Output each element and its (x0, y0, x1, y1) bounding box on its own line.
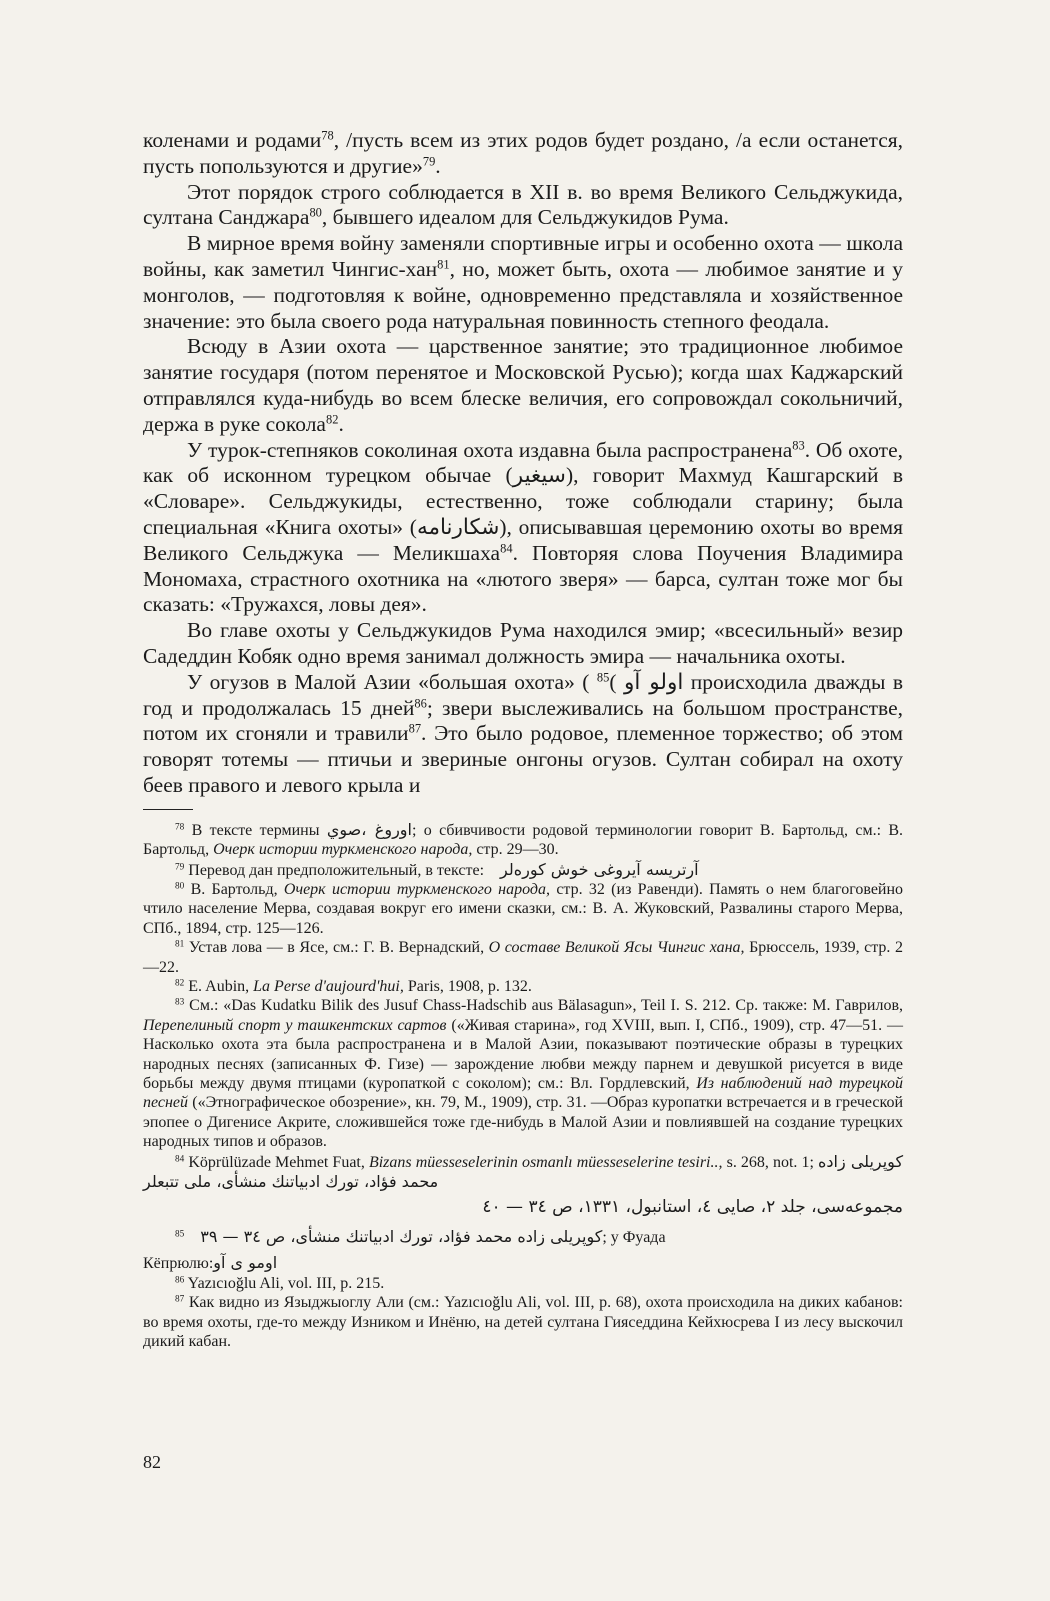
text: Köprülüzade Mehmet Fuat, (188, 1153, 365, 1171)
footnote-ref: 83 (792, 437, 805, 452)
footnote-ref: 85 (596, 670, 610, 685)
text: У турок-степняков соколиная охота издавна была распространена (187, 437, 793, 462)
text: У огузов в Малой Азии «большая охота» ( (187, 669, 590, 694)
arabic-term: اولو آو (624, 669, 684, 695)
text: . (338, 411, 344, 436)
footnote-83 (143, 996, 903, 1151)
arabic-term: شكارنامه (416, 514, 500, 540)
arabic-citation: مجموعەسى، جلد ٢، صايى ٤، استانبول، ١٣٣١، ص ٣٤ — ٤٠ (482, 1197, 903, 1218)
text: s. 268, not. 1; (726, 1153, 814, 1171)
text: . Об охоте, как об исконном турецком обычае ( (143, 437, 903, 488)
page (143, 128, 903, 1351)
text: , но, может быть, охота — любимое занятие и у монголов, — подготовляя к войне, одновременно представляла и хозяйственное значение: это была своего рода натуральная повинность степного феодала. (143, 256, 903, 333)
text: . (435, 153, 441, 178)
main-text (143, 128, 903, 799)
text: В. Бартольд, (190, 880, 278, 898)
footnote-number: 80 (175, 881, 185, 892)
footnote-82 (143, 977, 903, 996)
footnote-81 (143, 938, 903, 977)
paragraph-5 (143, 438, 903, 619)
arabic-citation: كوپريلى زاده محمد فؤاد، تورك ادبياتنك منشأى، ص ٣٤ — ٣٩ (200, 1227, 603, 1247)
arabic-term: آرتريسه آيروغى خوش كورەلر (500, 859, 699, 879)
text: E. Aubin, (188, 977, 250, 995)
text: См.: «Das Kudatku Bilik des Jusuf Chass-Hadschib aus Bälasagun», Teil I. S. 212. Ср. также: М. Гаврилов, (189, 997, 903, 1015)
footnote-85-cont (143, 1253, 903, 1273)
paragraph-2 (143, 180, 903, 232)
text: ; у Фуада (602, 1229, 666, 1247)
text: , /пусть всем из этих родов будет роздано, /а если останется, пусть попользуются и другие» (143, 128, 904, 178)
footnote-divider (143, 809, 193, 810)
text: Yazıcıoğlu Ali, vol. III, p. 215. (187, 1274, 385, 1292)
footnote-number: 85 (175, 1229, 185, 1240)
text: Кёпрюлю: (143, 1255, 214, 1273)
paragraph-3 (143, 231, 903, 334)
footnote-ref: 80 (309, 205, 322, 220)
arabic-citation: كوپريلى زاده محمد فؤاد، تورك ادبياتنك منشأى، ملى تتبعلر (143, 1151, 904, 1192)
text: стр. 29—30. (476, 841, 559, 859)
footnote-ref: 87 (408, 721, 422, 736)
footnote-ref: 82 (325, 412, 339, 427)
text: Устав лова — в Ясе, см.: Г. В. Вернадский, (188, 939, 485, 957)
footnote-ref: 78 (321, 128, 334, 143)
text: В тексте термины (191, 821, 320, 839)
footnote-ref: 79 (422, 154, 436, 169)
book-title: Из наблюдений над турецкой песней (143, 1075, 903, 1112)
footnote-78 (143, 820, 903, 860)
paragraph-4 (143, 334, 903, 437)
footnote-number: 81 (175, 939, 185, 950)
book-title: О составе Великой Ясы Чингис хана, (488, 939, 745, 957)
footnote-79 (143, 860, 903, 880)
footnote-number: 83 (175, 997, 185, 1008)
text: Paris, 1908, p. 132. (407, 977, 532, 995)
text: , бывшего идеалом для Сельджукидов Рума. (321, 205, 729, 230)
text: Во главе охоты у Сельджукидов Рума находился эмир; «всесильный» везир Садеддин Кобяк одно время занимал должность эмира — начальника охоты. (143, 618, 903, 668)
footnote-80 (143, 880, 903, 938)
footnote-ref: 86 (414, 695, 427, 710)
footnote-number: 82 (175, 978, 185, 989)
arabic-term: اومو ى آو (213, 1253, 278, 1273)
text: Всюду в Азии охота — царственное занятие; это традиционное любимое занятие государя (потом перенятое и Московской Русью); когда шах Каджарский отправлялся куда-нибудь во всем блеске величия, его сопровождал сокольничий, держа в руке сокола (143, 334, 903, 436)
footnote-number: 84 (175, 1153, 185, 1164)
text: ; о сбивчивости родовой терминологии говорит В. Бартольд, см.: В. Бартольд, (143, 821, 904, 859)
text: ) (609, 669, 617, 694)
text: («Живая старина», год XVIII, вып. I, СПб., 1909), стр. 47—51. — Насколько охота эта была распространена и в Малой Азии, показывают поэтические образы в турецких народных песнях (записанных Ф. Гизе) — зарождение любви между парнем и девушкой рисуется в виде борьбы между двумя птицами (куропаткой с соколом); см.: Вл. Гордлевский, (143, 1016, 904, 1092)
footnote-ref: 84 (500, 541, 513, 556)
footnote-86 (143, 1274, 903, 1293)
text: Как видно из Языджыоглу Али (см.: Yazıcıoğlu Ali, vol. III, p. 68), охота происходила на диких кабанов: во время охоты, где-то между Изником и Инёню, на детей султана Гияседдина Кейхюсрева I из лесу выскочил дикий кабан. (143, 1294, 904, 1351)
text: ), говорит Махмуд Кашгарский в «Словаре». Сельджукиды, естественно, тоже соблюдали старину; была специальная «Книга охоты» ( (143, 463, 903, 539)
book-title: Bizans müesseselerinin osmanlı müesseselerine tesiri.., (368, 1153, 723, 1171)
text: . Это было родовое, племенное торжество; об этом говорят тотемы — птичьи и звериные онгоны огузов. Султан собирал на охоту беев правого и левого крыла и (143, 721, 904, 797)
footnote-number: 87 (175, 1294, 185, 1305)
paragraph-1 (143, 128, 903, 180)
arabic-term: سيغير (512, 463, 566, 489)
text: В мирное время войну заменяли спортивные игры и особенно охота — школа войны, как заметил Чингис-хан (143, 231, 903, 281)
footnote-number: 86 (175, 1275, 185, 1286)
book-title: Очерк истории туркменского народа, (283, 880, 551, 898)
page-number: 82 (143, 1452, 161, 1472)
text: ; звери выслеживались на большом пространстве, потом их сгоняли и травили (143, 695, 903, 746)
footnotes (143, 820, 903, 1352)
footnote-ref: 81 (437, 257, 450, 272)
text: стр. 32 (из Равенди). Память о нем благоговейно чтило население Мерва, создавая вокруг его имени сказки, см.: В. А. Жуковский, Развалины старого Мерва, СПб., 1894, стр. 125—126. (143, 880, 904, 937)
text: . Повторяя слова Поучения Владимира Мономаха, страстного охотника на «лютого зверя» — барса, султан тоже мог бы сказать: «Тружахся, ловы дея». (143, 540, 903, 617)
footnote-number: 78 (175, 821, 185, 832)
text: Брюссель, 1939, стр. 2—22. (143, 939, 903, 976)
text: коленами и родами (143, 128, 322, 152)
footnote-87 (143, 1293, 903, 1351)
footnote-number: 79 (175, 861, 185, 872)
book-title: Перепелиный спорт у ташкентских сартов (143, 1016, 447, 1034)
text: Этот порядок строго соблюдается в XII в. во время Великого Сельджукида, султана Санджара (143, 179, 903, 230)
text: Перевод дан предположительный, в тексте: (188, 861, 485, 879)
text: происходила дважды в год и продолжалась 15 дней (143, 669, 903, 720)
text: («Этнографическое обозрение», кн. 79, М., 1909), стр. 31. —Образ куропатки встречается и в греческой эпопее о Дигенисе Акрите, сложившейся тоже где-нибудь в Малой Азии и повлиявшей на создание турецких народных типов и образов. (143, 1094, 904, 1151)
footnote-84 (143, 1152, 903, 1193)
arabic-term: اوروغ ،صوي (326, 819, 412, 839)
paragraph-6 (143, 618, 903, 670)
book-title: Очерк истории туркменского народа, (213, 841, 473, 859)
paragraph-7 (143, 670, 903, 799)
text: ), описывавшая церемонию охоты во время Великого Сельджука — Меликшаха (143, 514, 903, 565)
footnote-85 (143, 1222, 903, 1253)
footnote-84-arabic-line (143, 1192, 903, 1222)
book-title: La Perse d'aujourd'hui, (253, 977, 404, 995)
